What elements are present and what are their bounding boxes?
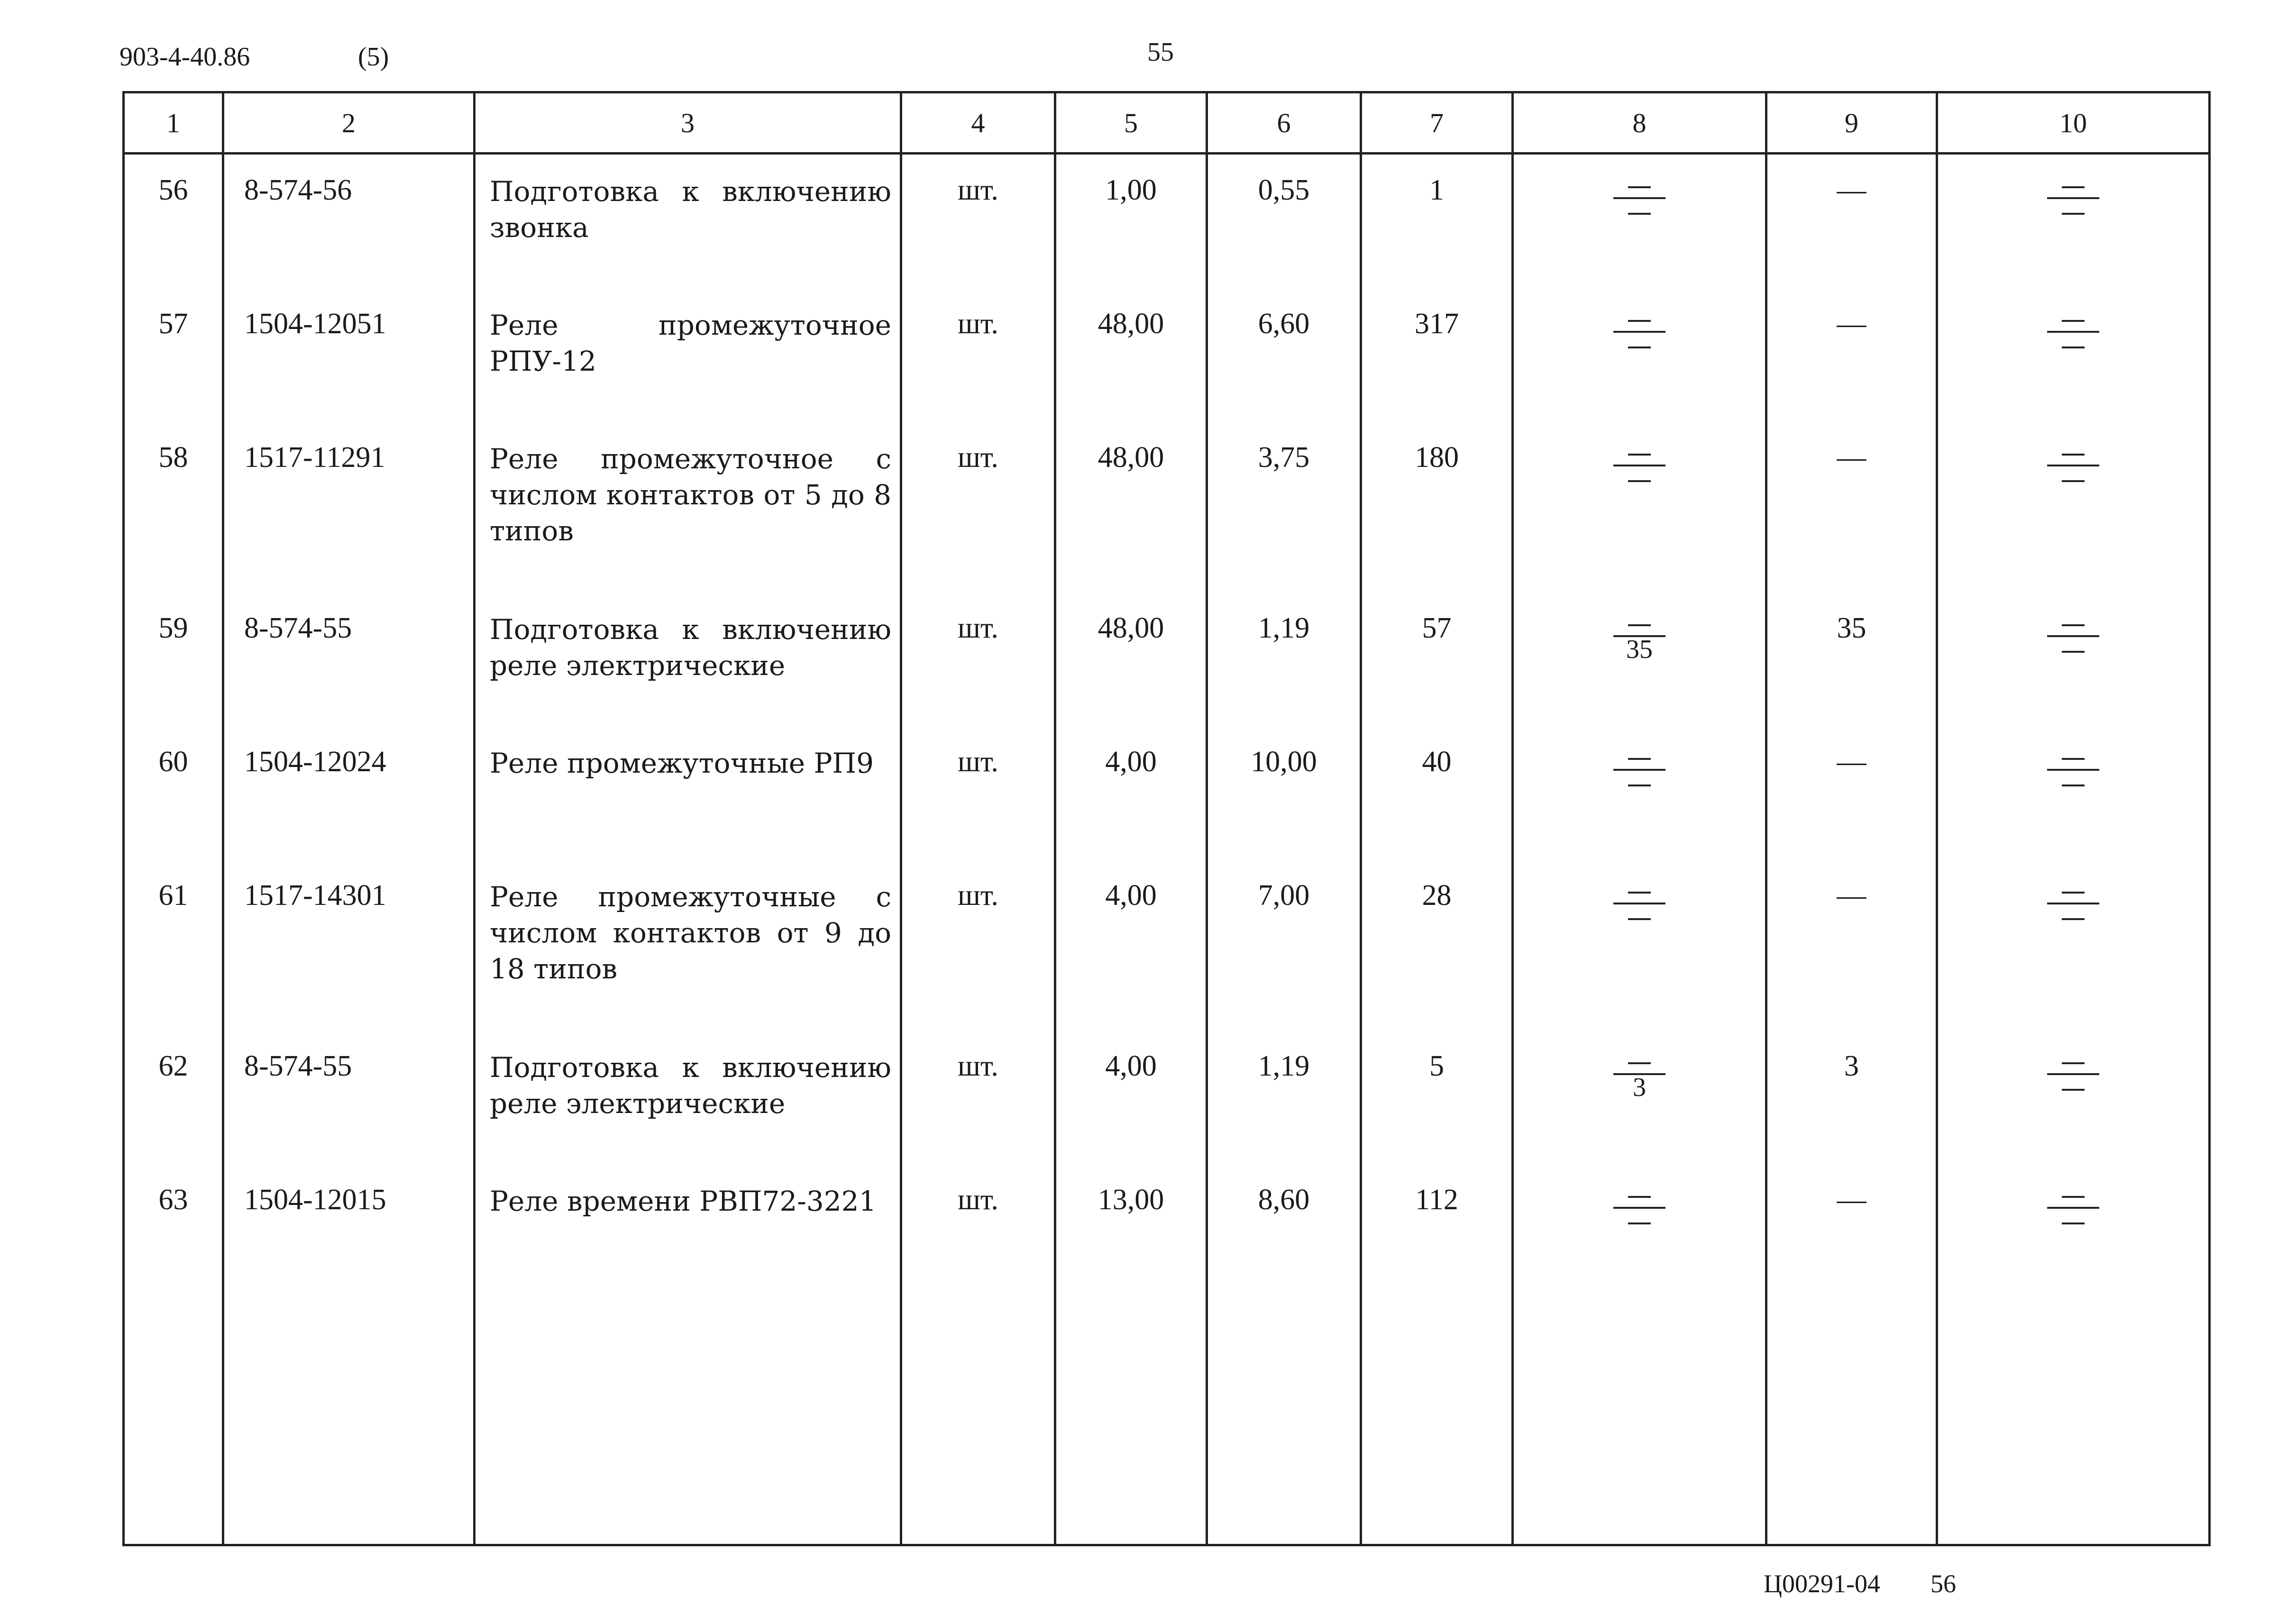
code-cell bbox=[223, 860, 475, 1031]
quantity-cell bbox=[1055, 726, 1207, 860]
dash-mark bbox=[2062, 1223, 2085, 1224]
dash-mark bbox=[2062, 758, 2085, 760]
col9-cell bbox=[1766, 1031, 1937, 1164]
dash-mark bbox=[2062, 624, 2085, 626]
quantity-cell bbox=[1055, 154, 1207, 289]
column-header: 3 bbox=[475, 92, 901, 154]
item-quantity: 4,00 bbox=[1105, 1050, 1157, 1082]
rate-cell bbox=[1207, 593, 1361, 726]
dash-mark bbox=[1628, 454, 1651, 456]
column-header: 9 bbox=[1766, 92, 1937, 154]
fraction-top bbox=[2047, 441, 2099, 464]
dash-mark bbox=[1628, 758, 1651, 760]
unit-cell bbox=[901, 1031, 1055, 1164]
item-unit: шт. bbox=[958, 174, 998, 206]
name-cell bbox=[475, 154, 901, 289]
fraction-line bbox=[1613, 769, 1665, 771]
page-number: 55 bbox=[1147, 37, 1174, 67]
fraction-line bbox=[1613, 197, 1665, 199]
code-cell bbox=[223, 288, 475, 422]
total-cell bbox=[1361, 1031, 1513, 1164]
document-code: 903-4-40.86 bbox=[119, 42, 250, 72]
col9-value: — bbox=[1837, 174, 1866, 206]
column-header: 8 bbox=[1513, 92, 1766, 154]
total-cell bbox=[1361, 593, 1513, 726]
col8-cell bbox=[1513, 1164, 1766, 1298]
fraction-bottom-value: 35 bbox=[1626, 635, 1653, 664]
fraction-mark bbox=[1613, 1049, 1665, 1102]
fraction-line bbox=[2047, 331, 2099, 333]
fraction-line bbox=[2047, 1073, 2099, 1075]
fraction-mark bbox=[2047, 307, 2099, 356]
item-code: 1517-14301 bbox=[244, 879, 386, 912]
fraction-mark bbox=[1613, 745, 1665, 794]
name-cell bbox=[475, 593, 901, 726]
col10-cell bbox=[1937, 726, 2210, 860]
rate-cell bbox=[1207, 1031, 1361, 1164]
col8-cell bbox=[1513, 593, 1766, 726]
name-cell bbox=[475, 860, 901, 1031]
item-code: 8-574-56 bbox=[244, 174, 352, 206]
fraction-bottom bbox=[2047, 1210, 2099, 1232]
item-total: 317 bbox=[1415, 308, 1459, 340]
name-cell bbox=[475, 726, 901, 860]
rate-cell bbox=[1207, 1164, 1361, 1298]
dash-mark bbox=[1628, 1196, 1651, 1198]
fraction-top bbox=[1613, 1183, 1665, 1206]
total-cell bbox=[1361, 154, 1513, 289]
name-cell bbox=[475, 1031, 901, 1164]
item-rate: 3,75 bbox=[1258, 441, 1310, 474]
fraction-line bbox=[2047, 769, 2099, 771]
col10-cell bbox=[1937, 860, 2210, 1031]
row-number-cell bbox=[124, 154, 223, 289]
column-header: 10 bbox=[1937, 92, 2210, 154]
name-cell bbox=[475, 288, 901, 422]
dash-mark bbox=[1628, 320, 1651, 322]
dash-mark bbox=[1628, 1062, 1651, 1064]
col9-value: — bbox=[1837, 308, 1866, 340]
item-quantity: 48,00 bbox=[1098, 308, 1164, 340]
column-header: 1 bbox=[124, 92, 223, 154]
footer-page: 56 bbox=[1930, 1569, 1956, 1598]
col10-cell bbox=[1937, 1164, 2210, 1298]
item-code: 8-574-55 bbox=[244, 1050, 352, 1082]
item-code: 1504-12024 bbox=[244, 746, 386, 778]
col9-value: — bbox=[1837, 441, 1866, 474]
fraction-line bbox=[2047, 635, 2099, 637]
col10-cell bbox=[1937, 154, 2210, 289]
fraction-top bbox=[1613, 173, 1665, 196]
item-name: Подготовка к включению реле электрические bbox=[490, 1051, 891, 1120]
quantity-cell bbox=[1055, 422, 1207, 593]
document-issue: (5) bbox=[358, 42, 389, 72]
table-row bbox=[124, 593, 2210, 726]
dash-mark bbox=[1628, 1223, 1651, 1224]
unit-cell bbox=[901, 154, 1055, 289]
quantity-cell bbox=[1055, 860, 1207, 1031]
empty-cell bbox=[1361, 1298, 1513, 1545]
column-header: 2 bbox=[223, 92, 475, 154]
code-cell bbox=[223, 726, 475, 860]
fraction-top bbox=[2047, 611, 2099, 634]
unit-cell bbox=[901, 1164, 1055, 1298]
item-name: Подготовка к включению реле электрические bbox=[490, 613, 891, 682]
fraction-line bbox=[2047, 197, 2099, 199]
dash-mark bbox=[2062, 785, 2085, 786]
item-name: Реле промежуточное РПУ-12 bbox=[490, 309, 891, 377]
table-row bbox=[124, 860, 2210, 1031]
item-total: 5 bbox=[1429, 1050, 1444, 1082]
fraction-line bbox=[1613, 465, 1665, 466]
fraction-top bbox=[2047, 1049, 2099, 1072]
fraction-bottom bbox=[1613, 772, 1665, 794]
item-rate: 10,00 bbox=[1251, 746, 1317, 778]
fraction-bottom bbox=[1613, 905, 1665, 928]
spec-table bbox=[122, 91, 2211, 1546]
fraction-mark bbox=[1613, 1183, 1665, 1232]
fraction-bottom bbox=[2047, 905, 2099, 928]
empty-cell bbox=[1937, 1298, 2210, 1545]
fraction-top bbox=[1613, 745, 1665, 768]
dash-mark bbox=[1628, 892, 1651, 894]
empty-cell bbox=[901, 1298, 1055, 1545]
quantity-cell bbox=[1055, 593, 1207, 726]
dash-mark bbox=[2062, 651, 2085, 653]
item-rate: 7,00 bbox=[1258, 879, 1310, 912]
item-code: 1517-11291 bbox=[244, 441, 385, 474]
col9-cell bbox=[1766, 1164, 1937, 1298]
table-row bbox=[124, 726, 2210, 860]
code-cell bbox=[223, 593, 475, 726]
item-total: 28 bbox=[1422, 879, 1452, 912]
fraction-top bbox=[1613, 441, 1665, 464]
empty-cell bbox=[1513, 1298, 1766, 1545]
total-cell bbox=[1361, 726, 1513, 860]
fraction-bottom bbox=[1613, 1210, 1665, 1232]
fraction-top bbox=[2047, 173, 2099, 196]
item-unit: шт. bbox=[958, 1050, 998, 1082]
header-row bbox=[124, 92, 2210, 154]
fraction-line bbox=[1613, 903, 1665, 904]
code-cell bbox=[223, 1164, 475, 1298]
col9-cell bbox=[1766, 726, 1937, 860]
dash-mark bbox=[2062, 347, 2085, 348]
row-number-cell bbox=[124, 593, 223, 726]
empty-cell bbox=[475, 1298, 901, 1545]
fraction-mark bbox=[1613, 173, 1665, 223]
fraction-bottom bbox=[1613, 334, 1665, 356]
fraction-bottom bbox=[1613, 635, 1665, 664]
dash-mark bbox=[2062, 1089, 2085, 1091]
col9-cell bbox=[1766, 593, 1937, 726]
unit-cell bbox=[901, 860, 1055, 1031]
unit-cell bbox=[901, 288, 1055, 422]
item-quantity: 48,00 bbox=[1098, 612, 1164, 644]
dash-mark bbox=[1628, 186, 1651, 188]
fraction-mark bbox=[1613, 441, 1665, 490]
item-quantity: 48,00 bbox=[1098, 441, 1164, 474]
item-name: Реле промежуточные с числом контактов от 9 до 18 типов bbox=[490, 881, 891, 985]
fraction-top bbox=[2047, 879, 2099, 902]
col10-cell bbox=[1937, 593, 2210, 726]
fraction-mark bbox=[1613, 879, 1665, 928]
rate-cell bbox=[1207, 288, 1361, 422]
fraction-mark bbox=[2047, 745, 2099, 794]
row-number-cell bbox=[124, 288, 223, 422]
fraction-bottom bbox=[2047, 638, 2099, 661]
item-rate: 6,60 bbox=[1258, 308, 1310, 340]
fraction-mark bbox=[2047, 611, 2099, 661]
item-unit: шт. bbox=[958, 879, 998, 912]
fraction-top bbox=[2047, 307, 2099, 330]
dash-mark bbox=[2062, 213, 2085, 215]
dash-mark bbox=[2062, 1196, 2085, 1198]
unit-cell bbox=[901, 422, 1055, 593]
item-name: Реле промежуточные РП9 bbox=[490, 747, 874, 779]
col8-cell bbox=[1513, 860, 1766, 1031]
fraction-top bbox=[1613, 879, 1665, 902]
fraction-bottom bbox=[2047, 772, 2099, 794]
dash-mark bbox=[1628, 785, 1651, 786]
item-quantity: 1,00 bbox=[1105, 174, 1157, 206]
fraction-top bbox=[1613, 611, 1665, 634]
fraction-mark bbox=[1613, 307, 1665, 356]
item-name: Реле времени РВП72-3221 bbox=[490, 1185, 877, 1217]
total-cell bbox=[1361, 860, 1513, 1031]
total-cell bbox=[1361, 1164, 1513, 1298]
row-number-cell bbox=[124, 860, 223, 1031]
item-total: 1 bbox=[1429, 174, 1444, 206]
dash-mark bbox=[2062, 186, 2085, 188]
row-number-cell bbox=[124, 422, 223, 593]
row-number: 63 bbox=[158, 1184, 188, 1216]
item-name: Подготовка к включению звонка bbox=[490, 175, 891, 244]
footer-code: Ц00291-04 bbox=[1764, 1569, 1880, 1598]
fraction-line bbox=[2047, 903, 2099, 904]
empty-row bbox=[124, 1298, 2210, 1545]
table-row bbox=[124, 288, 2210, 422]
dash-mark bbox=[2062, 892, 2085, 894]
fraction-top bbox=[1613, 307, 1665, 330]
item-rate: 1,19 bbox=[1258, 612, 1310, 644]
code-cell bbox=[223, 154, 475, 289]
table-row bbox=[124, 154, 2210, 289]
dash-mark bbox=[2062, 1062, 2085, 1064]
dash-mark bbox=[1628, 213, 1651, 215]
dash-mark bbox=[2062, 480, 2085, 482]
empty-cell bbox=[124, 1298, 223, 1545]
empty-cell bbox=[1766, 1298, 1937, 1545]
col8-cell bbox=[1513, 726, 1766, 860]
fraction-bottom-value: 3 bbox=[1633, 1073, 1646, 1102]
row-number-cell bbox=[124, 1031, 223, 1164]
item-quantity: 4,00 bbox=[1105, 879, 1157, 912]
fraction-bottom bbox=[1613, 467, 1665, 490]
col8-cell bbox=[1513, 154, 1766, 289]
fraction-mark bbox=[2047, 441, 2099, 490]
dash-mark bbox=[2062, 918, 2085, 920]
empty-cell bbox=[1207, 1298, 1361, 1545]
unit-cell bbox=[901, 593, 1055, 726]
fraction-line bbox=[2047, 1207, 2099, 1209]
fraction-bottom bbox=[2047, 1076, 2099, 1099]
col9-cell bbox=[1766, 154, 1937, 289]
item-total: 112 bbox=[1415, 1184, 1458, 1216]
item-total: 57 bbox=[1422, 612, 1452, 644]
item-rate: 8,60 bbox=[1258, 1184, 1310, 1216]
col10-cell bbox=[1937, 422, 2210, 593]
table-row bbox=[124, 1164, 2210, 1298]
item-total: 40 bbox=[1422, 746, 1452, 778]
rate-cell bbox=[1207, 422, 1361, 593]
dash-mark bbox=[1628, 347, 1651, 348]
col9-value: 35 bbox=[1837, 612, 1866, 644]
row-number: 62 bbox=[158, 1050, 188, 1082]
col9-value: 3 bbox=[1844, 1050, 1859, 1082]
col8-cell bbox=[1513, 1031, 1766, 1164]
col10-cell bbox=[1937, 288, 2210, 422]
row-number-cell bbox=[124, 1164, 223, 1298]
code-cell bbox=[223, 1031, 475, 1164]
quantity-cell bbox=[1055, 1164, 1207, 1298]
item-code: 1504-12015 bbox=[244, 1184, 386, 1216]
table-row bbox=[124, 422, 2210, 593]
total-cell bbox=[1361, 288, 1513, 422]
column-header: 6 bbox=[1207, 92, 1361, 154]
col9-cell bbox=[1766, 860, 1937, 1031]
col9-cell bbox=[1766, 288, 1937, 422]
fraction-mark bbox=[2047, 1183, 2099, 1232]
item-unit: шт. bbox=[958, 1184, 998, 1216]
item-total: 180 bbox=[1415, 441, 1459, 474]
total-cell bbox=[1361, 422, 1513, 593]
item-rate: 0,55 bbox=[1258, 174, 1310, 206]
dash-mark bbox=[2062, 454, 2085, 456]
table-row bbox=[124, 1031, 2210, 1164]
col9-value: — bbox=[1837, 1184, 1866, 1216]
item-unit: шт. bbox=[958, 441, 998, 474]
fraction-mark bbox=[2047, 879, 2099, 928]
dash-mark bbox=[1628, 624, 1651, 626]
empty-cell bbox=[223, 1298, 475, 1545]
dash-mark bbox=[2062, 320, 2085, 322]
fraction-mark bbox=[2047, 1049, 2099, 1099]
fraction-top bbox=[1613, 1049, 1665, 1072]
fraction-bottom bbox=[1613, 1073, 1665, 1102]
column-header: 4 bbox=[901, 92, 1055, 154]
item-quantity: 4,00 bbox=[1105, 746, 1157, 778]
fraction-bottom bbox=[1613, 200, 1665, 223]
item-quantity: 13,00 bbox=[1098, 1184, 1164, 1216]
code-cell bbox=[223, 422, 475, 593]
fraction-mark bbox=[2047, 173, 2099, 223]
item-rate: 1,19 bbox=[1258, 1050, 1310, 1082]
col9-cell bbox=[1766, 422, 1937, 593]
fraction-line bbox=[1613, 1207, 1665, 1209]
row-number: 57 bbox=[158, 308, 188, 340]
fraction-line bbox=[2047, 465, 2099, 466]
col9-value: — bbox=[1837, 746, 1866, 778]
dash-mark bbox=[1628, 918, 1651, 920]
item-unit: шт. bbox=[958, 308, 998, 340]
fraction-bottom bbox=[2047, 334, 2099, 356]
item-unit: шт. bbox=[958, 612, 998, 644]
rate-cell bbox=[1207, 860, 1361, 1031]
fraction-line bbox=[1613, 331, 1665, 333]
item-code: 8-574-55 bbox=[244, 612, 352, 644]
dash-mark bbox=[1628, 480, 1651, 482]
col10-cell bbox=[1937, 1031, 2210, 1164]
row-number: 61 bbox=[158, 879, 188, 912]
rate-cell bbox=[1207, 726, 1361, 860]
rate-cell bbox=[1207, 154, 1361, 289]
quantity-cell bbox=[1055, 288, 1207, 422]
col9-value: — bbox=[1837, 879, 1866, 912]
fraction-mark bbox=[1613, 611, 1665, 664]
name-cell bbox=[475, 422, 901, 593]
column-header: 7 bbox=[1361, 92, 1513, 154]
row-number: 58 bbox=[158, 441, 188, 474]
column-header: 5 bbox=[1055, 92, 1207, 154]
unit-cell bbox=[901, 726, 1055, 860]
row-number: 56 bbox=[158, 174, 188, 206]
fraction-bottom bbox=[2047, 467, 2099, 490]
quantity-cell bbox=[1055, 1031, 1207, 1164]
empty-cell bbox=[1055, 1298, 1207, 1545]
row-number-cell bbox=[124, 726, 223, 860]
name-cell bbox=[475, 1164, 901, 1298]
item-code: 1504-12051 bbox=[244, 308, 386, 340]
fraction-bottom bbox=[2047, 200, 2099, 223]
item-unit: шт. bbox=[958, 746, 998, 778]
col8-cell bbox=[1513, 422, 1766, 593]
col8-cell bbox=[1513, 288, 1766, 422]
fraction-top bbox=[2047, 745, 2099, 768]
row-number: 60 bbox=[158, 746, 188, 778]
fraction-top bbox=[2047, 1183, 2099, 1206]
item-name: Реле промежуточное с числом контактов от 5 до 8 типов bbox=[490, 443, 891, 547]
row-number: 59 bbox=[158, 612, 188, 644]
